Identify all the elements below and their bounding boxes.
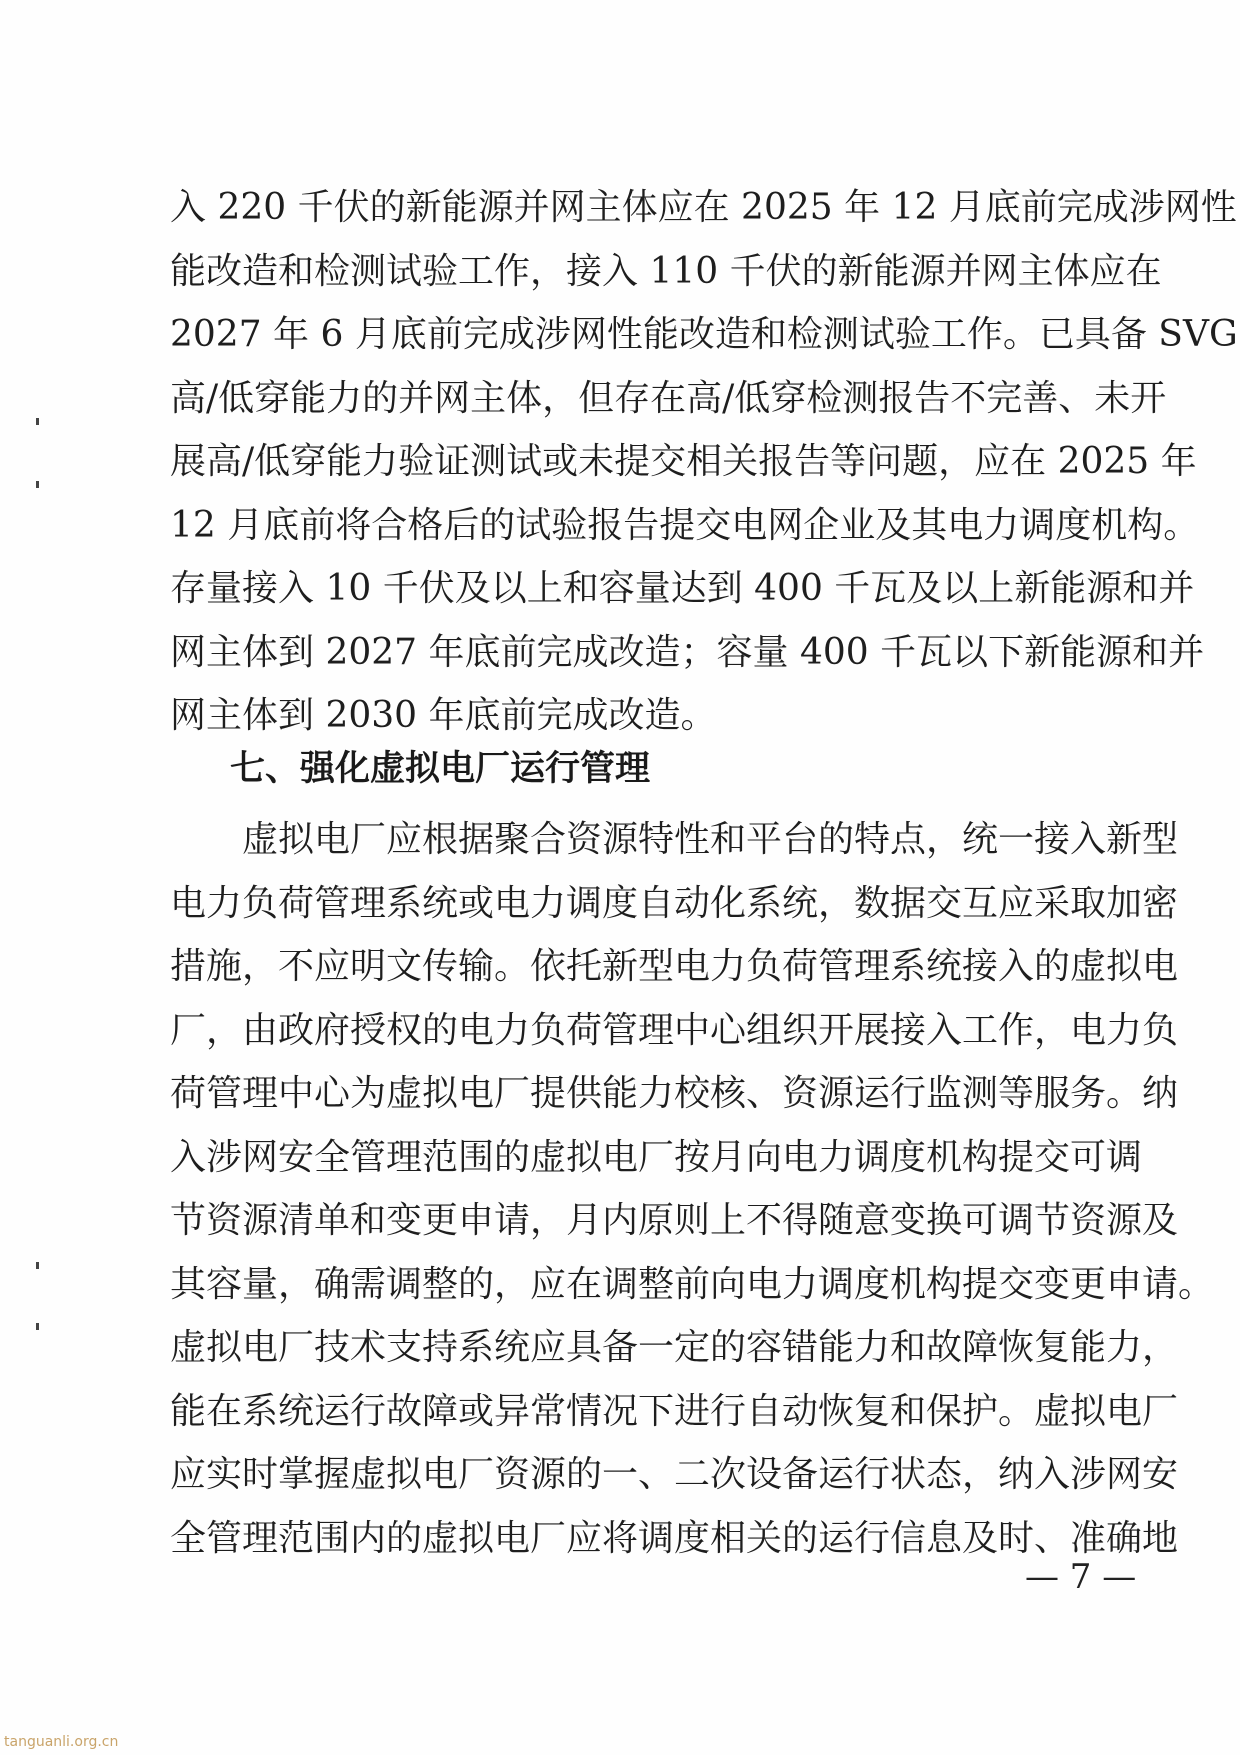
paragraph-virtual-power-plant [170,808,1215,1570]
text-line: 全管理范围内的虚拟电厂应将调度相关的运行信息及时、准确地 [170,1517,1179,1559]
page-number: — 7 — [1025,1557,1137,1597]
binding-mark [36,1262,39,1269]
text-line: 虚拟电厂技术支持系统应具备一定的容错能力和故障恢复能力， [170,1327,1179,1368]
text-line: 2027 年 6 月底前完成涉网性能改造和检测试验工作。已具备 SVG [170,314,1238,355]
text-line: 荷管理中心为虚拟电厂提供能力校核、资源运行监测等服务。纳 [170,1073,1179,1114]
binding-mark [36,1323,39,1330]
text-line: 网主体到 2030 年底前完成改造。 [170,695,717,736]
text-line: 节资源清单和变更申请，月内原则上不得随意变换可调节资源及 [170,1200,1179,1241]
text-line: 高/低穿能力的并网主体，但存在高/低穿检测报告不完善、未开 [170,377,1167,419]
text-line: 入涉网安全管理范围的虚拟电厂按月向电力调度机构提交可调 [170,1136,1143,1178]
text-line: 12 月底前将合格后的试验报告提交电网企业及其电力调度机构。 [170,504,1200,546]
watermark-text: tanguanli.org.cn [4,1734,119,1750]
text-line: 虚拟电厂应根据聚合资源特性和平台的特点，统一接入新型 [170,819,1179,860]
text-line: 展高/低穿能力验证测试或未提交相关报告等问题，应在 2025 年 [170,441,1197,482]
text-line: 能改造和检测试验工作，接入 110 千伏的新能源并网主体应在 [170,250,1162,292]
section-heading: 七、强化虚拟电厂运行管理 [230,749,651,789]
text-line: 入 220 千伏的新能源并网主体应在 2025 年 12 月底前完成涉网性 [170,187,1237,228]
text-line: 厂，由政府授权的电力负荷管理中心组织开展接入工作，电力负 [170,1009,1179,1051]
text-line: 措施，不应明文传输。依托新型电力负荷管理系统接入的虚拟电 [170,946,1179,987]
text-line: 网主体到 2027 年底前完成改造；容量 400 千瓦以下新能源和并 [170,631,1205,673]
paragraph-continuation [170,176,1238,748]
binding-mark [36,481,39,488]
text-line: 应实时掌握虚拟电厂资源的一、二次设备运行状态，纳入涉网安 [170,1454,1179,1495]
text-line: 电力负荷管理系统或电力调度自动化系统，数据交互应采取加密 [170,882,1179,924]
binding-mark [36,418,39,425]
text-line: 其容量，确需调整的，应在调整前向电力调度机构提交变更申请。 [170,1263,1215,1305]
text-line: 能在系统运行故障或异常情况下进行自动恢复和保护。虚拟电厂 [170,1390,1179,1432]
text-line: 存量接入 10 千伏及以上和容量达到 400 千瓦及以上新能源和并 [170,568,1195,609]
